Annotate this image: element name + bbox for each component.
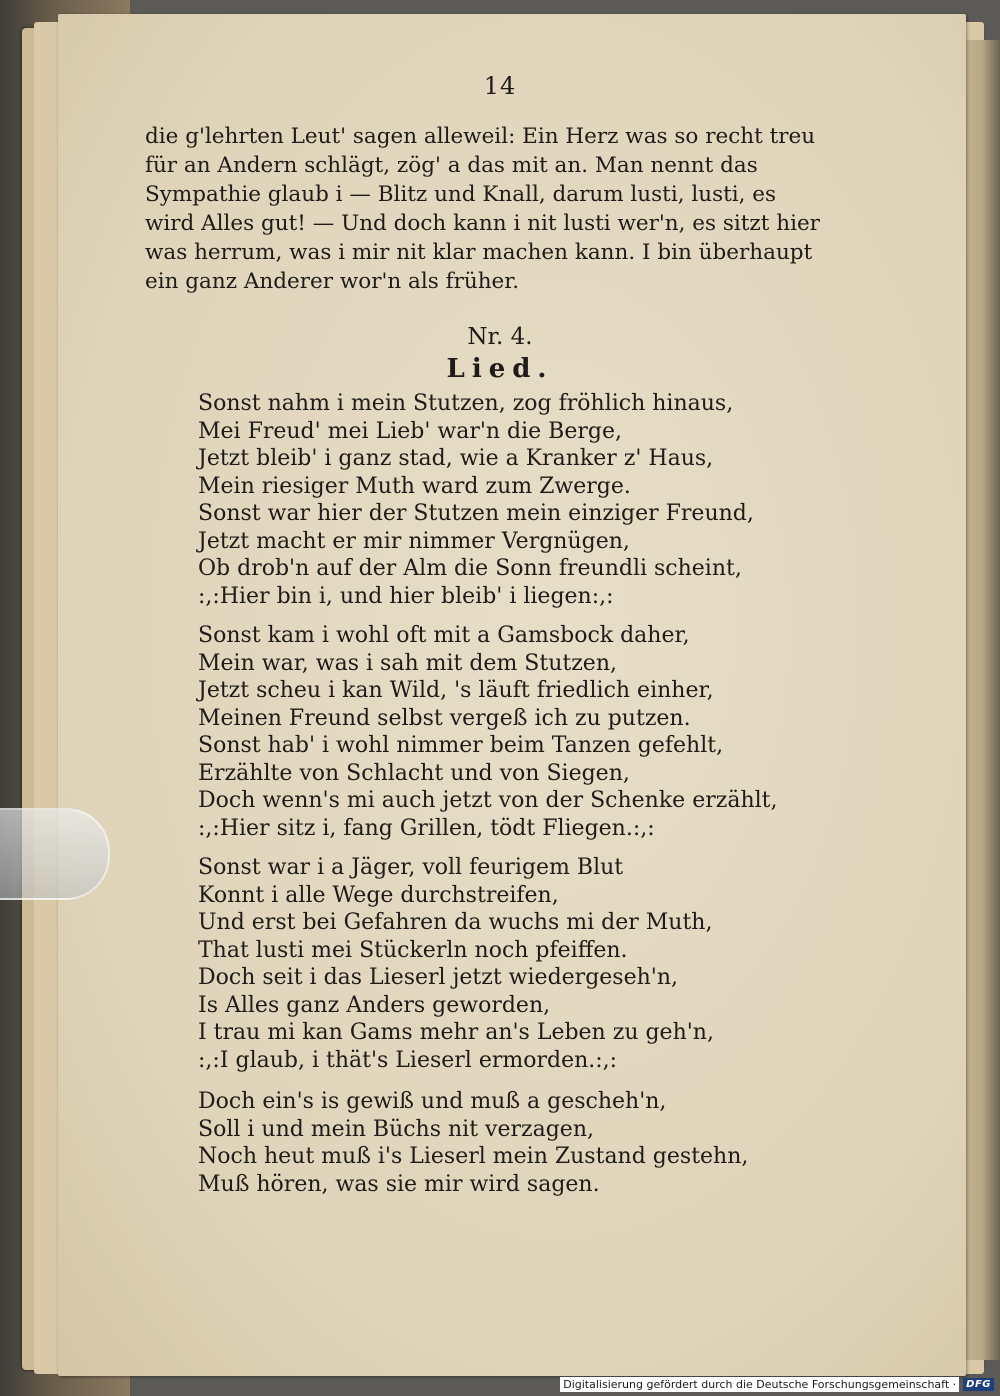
verse-line: Sonst hab' i wohl nimmer beim Tanzen gefehlt, xyxy=(198,733,724,758)
verse-line: Sonst war i a Jäger, voll feurigem Blut xyxy=(198,855,624,880)
section-number: Nr. 4. xyxy=(467,324,533,350)
stanza xyxy=(198,854,714,1074)
prose-line: die g'lehrten Leut' sagen alleweil: Ein Herz was so recht treu xyxy=(145,124,816,149)
verse-line: Mein riesiger Muth ward zum Zwerge. xyxy=(198,473,631,499)
verse-line: Doch ein's is gewiß und muß a gescheh'n, xyxy=(198,1089,667,1114)
stanza xyxy=(198,390,754,610)
prose-line: für an Andern schlägt, zög' a das mit an. Man nennt das xyxy=(145,153,758,178)
verse-line: Muß hören, was sie mir wird sagen. xyxy=(198,1171,600,1197)
prose-line: Sympathie glaub i — Blitz und Knall, darum lusti, lusti, es xyxy=(145,182,777,207)
verse-line: Sonst nahm i mein Stutzen, zog fröhlich hinaus, xyxy=(198,391,734,416)
dfg-logo: DFG xyxy=(963,1378,994,1391)
verse-line: Sonst war hier der Stutzen mein einziger Freund, xyxy=(198,501,754,526)
prose-line: wird Alles gut! — Und doch kann i nit lusti wer'n, es sitzt hier xyxy=(145,211,820,236)
stanza xyxy=(198,622,777,842)
verse-line: Mein war, was i sah mit dem Stutzen, xyxy=(198,650,617,676)
verse-line: Soll i und mein Büchs nit verzagen, xyxy=(198,1116,594,1142)
verse-line: Is Alles ganz Anders geworden, xyxy=(198,992,551,1018)
plastic-clip xyxy=(0,808,110,900)
page-number: 14 xyxy=(483,72,517,100)
verse-line: Sonst kam i wohl oft mit a Gamsbock daher, xyxy=(198,623,690,648)
verse-line: Doch wenn's mi auch jetzt von der Schenke erzählt, xyxy=(198,788,778,813)
verse-line: :,:Hier bin i, und hier bleib' i liegen:,: xyxy=(198,583,614,609)
verse-line: :,:I glaub, i thät's Lieserl ermorden.:,: xyxy=(198,1047,618,1073)
credit-text: Digitalisierung gefördert durch die Deutsche Forschungsgemeinschaft · xyxy=(560,1377,959,1392)
verse-line: That lusti mei Stückerln noch pfeiffen. xyxy=(198,937,628,963)
verse-line: Jetzt bleib' i ganz stad, wie a Kranker z' Haus, xyxy=(198,446,714,471)
verse-line: Und erst bei Gefahren da wuchs mi der Muth, xyxy=(198,910,713,935)
verse-line: Konnt i alle Wege durchstreifen, xyxy=(198,882,559,908)
verse-line: Doch seit i das Lieserl jetzt wiedergeseh'n, xyxy=(198,965,678,990)
verse-line: :,:Hier sitz i, fang Grillen, tödt Fliegen.:,: xyxy=(198,815,655,841)
verse-line: Erzählte von Schlacht und von Siegen, xyxy=(198,760,630,786)
prose-line: was herrum, was i mir nit klar machen kann. I bin überhaupt xyxy=(145,240,813,265)
verse-line: Jetzt scheu i kan Wild, 's läuft friedlich einher, xyxy=(198,678,714,703)
digitization-credit xyxy=(560,1377,994,1392)
stanza xyxy=(198,1088,748,1198)
verse-line: Meinen Freund selbst vergeß ich zu putzen. xyxy=(198,705,691,731)
prose-line: ein ganz Anderer wor'n als früher. xyxy=(145,269,520,294)
verse-line: Mei Freud' mei Lieb' war'n die Berge, xyxy=(198,418,622,444)
section-title: Lied. xyxy=(446,354,554,384)
verse-line: Ob drob'n auf der Alm die Sonn freundli scheint, xyxy=(198,556,742,581)
verse-line: Noch heut muß i's Lieserl mein Zustand gestehn, xyxy=(198,1144,749,1169)
prose-paragraph xyxy=(145,122,880,296)
verse-line: Jetzt macht er mir nimmer Vergnügen, xyxy=(198,528,630,554)
verse-line: I trau mi kan Gams mehr an's Leben zu geh'n, xyxy=(198,1020,714,1045)
